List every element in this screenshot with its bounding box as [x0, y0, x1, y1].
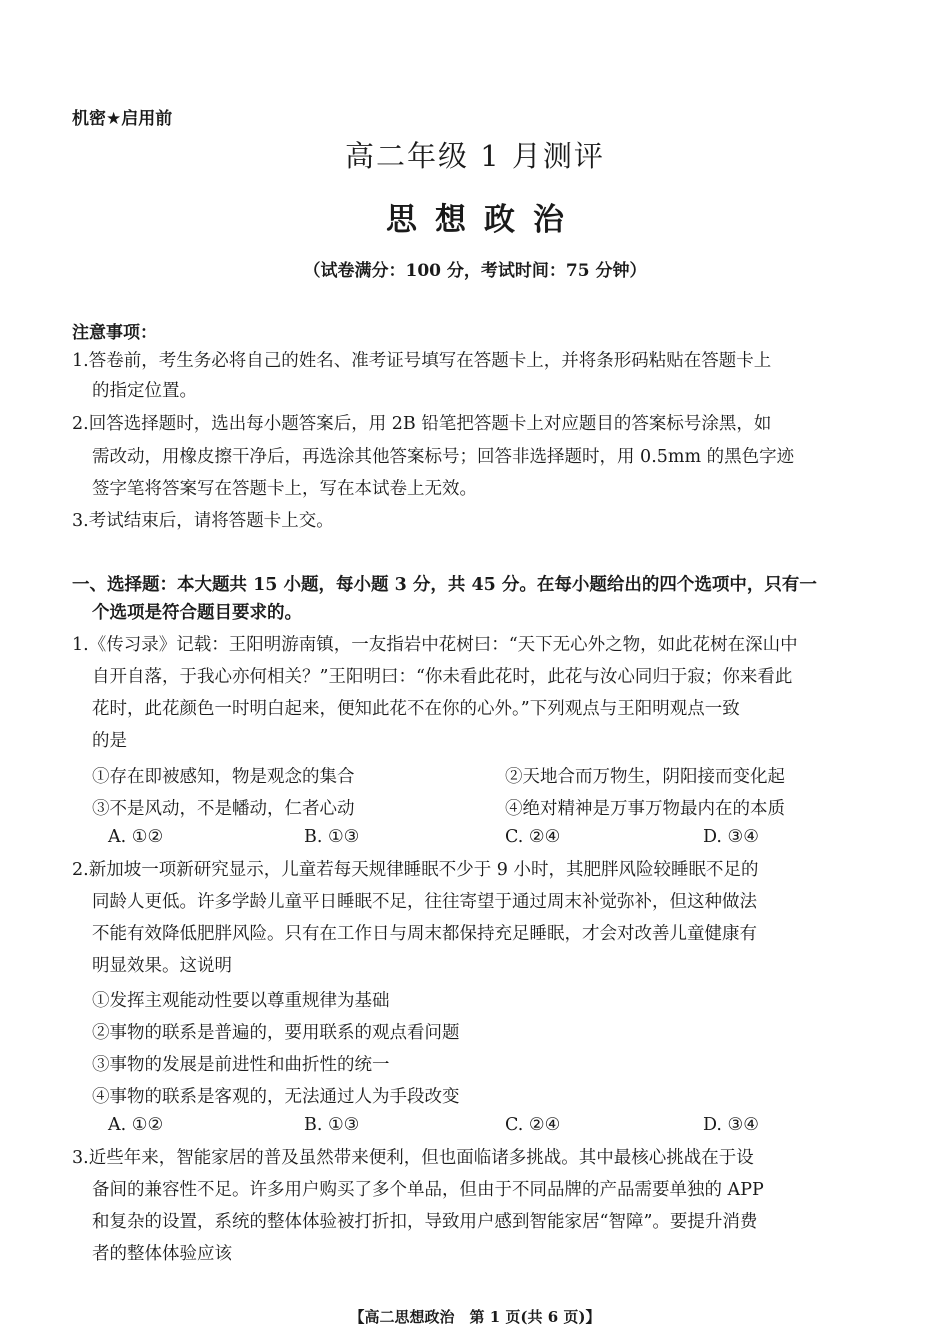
question-1-choice-c: C. ②④ — [505, 827, 561, 847]
question-1-choice-a: A. ①② — [108, 827, 164, 847]
notice-line: 需改动，用橡皮擦干净后，再选涂其他答案标号；回答非选择题时，用 0.5mm 的黑色字迹 — [92, 447, 795, 467]
question-3-text: 者的整体体验应该 — [92, 1244, 232, 1264]
subject-title: 思想政治 — [386, 202, 582, 238]
question-1-choice-b: B. ①③ — [304, 827, 360, 847]
question-1-text: 自开自落，于我心亦何相关？”王阳明曰：“你未看此花时，此花与汝心同归于寂；你来看此 — [92, 667, 793, 687]
section-heading: 个选项是符合题目要求的。 — [92, 603, 302, 623]
notice-title: 注意事项： — [72, 323, 157, 343]
question-3-text: 备间的兼容性不足。许多用户购买了多个单品，但由于不同品牌的产品需要单独的 APP — [92, 1180, 764, 1200]
question-1-item: ④绝对精神是万事万物最内在的本质 — [505, 799, 785, 819]
question-2-text: 不能有效降低肥胖风险。只有在工作日与周末都保持充足睡眠，才会对改善儿童健康有 — [92, 924, 757, 944]
question-2-text: 2.新加坡一项新研究显示，儿童若每天规律睡眠不少于 9 小时，其肥胖风险较睡眠不足的 — [72, 860, 759, 880]
question-2-item: ③事物的发展是前进性和曲折性的统一 — [92, 1055, 390, 1075]
question-2-choice-a: A. ①② — [108, 1115, 164, 1135]
notice-line: 1.答卷前，考生务必将自己的姓名、准考证号填写在答题卡上，并将条形码粘贴在答题卡上 — [72, 351, 772, 371]
question-1-text: 1.《传习录》记载：王阳明游南镇，一友指岩中花树曰：“天下无心外之物，如此花树在深山中 — [72, 635, 798, 655]
confidential-label: 机密★启用前 — [72, 109, 173, 129]
question-3-text: 3.近些年来，智能家居的普及虽然带来便利，但也面临诸多挑战。其中最核心挑战在于设 — [72, 1148, 754, 1168]
question-1-item: ②天地合而万物生，阴阳接而变化起 — [505, 767, 785, 787]
section-heading: 一、选择题：本大题共 15 小题，每小题 3 分，共 45 分。在每小题给出的四个选项中，只有一 — [72, 575, 817, 595]
notice-line: 的指定位置。 — [92, 381, 197, 401]
question-2-choice-c: C. ②④ — [505, 1115, 561, 1135]
question-2-item: ②事物的联系是普遍的，要用联系的观点看问题 — [92, 1023, 460, 1043]
question-1-text: 花时，此花颜色一时明白起来，便知此花不在你的心外。”下列观点与王阳明观点一致 — [92, 699, 740, 719]
notice-line: 2.回答选择题时，选出每小题答案后，用 2B 铅笔把答题卡上对应题目的答案标号涂黑，如 — [72, 414, 772, 434]
question-2-text: 明显效果。这说明 — [92, 956, 232, 976]
question-1-item: ③不是风动，不是幡动，仁者心动 — [92, 799, 355, 819]
question-2-item: ①发挥主观能动性要以尊重规律为基础 — [92, 991, 390, 1011]
notice-line: 签字笔将答案写在答题卡上，写在本试卷上无效。 — [92, 479, 477, 499]
question-1-choice-d: D. ③④ — [703, 827, 759, 847]
question-2-text: 同龄人更低。许多学龄儿童平日睡眠不足，往往寄望于通过周末补觉弥补，但这种做法 — [92, 892, 757, 912]
notice-line: 3.考试结束后，请将答题卡上交。 — [72, 511, 334, 531]
exam-info: （试卷满分：100 分，考试时间：75 分钟） — [303, 261, 647, 281]
page-footer: 【高二思想政治 第 1 页(共 6 页)】 — [349, 1308, 601, 1326]
question-1-text: 的是 — [92, 731, 127, 751]
question-1-item: ①存在即被感知，物是观念的集合 — [92, 767, 355, 787]
question-2-item: ④事物的联系是客观的，无法通过人为手段改变 — [92, 1087, 460, 1107]
exam-title: 高二年级 1 月测评 — [345, 139, 605, 173]
question-2-choice-b: B. ①③ — [304, 1115, 360, 1135]
question-3-text: 和复杂的设置，系统的整体体验被打折扣，导致用户感到智能家居“智障”。要提升消费 — [92, 1212, 758, 1232]
question-2-choice-d: D. ③④ — [703, 1115, 759, 1135]
